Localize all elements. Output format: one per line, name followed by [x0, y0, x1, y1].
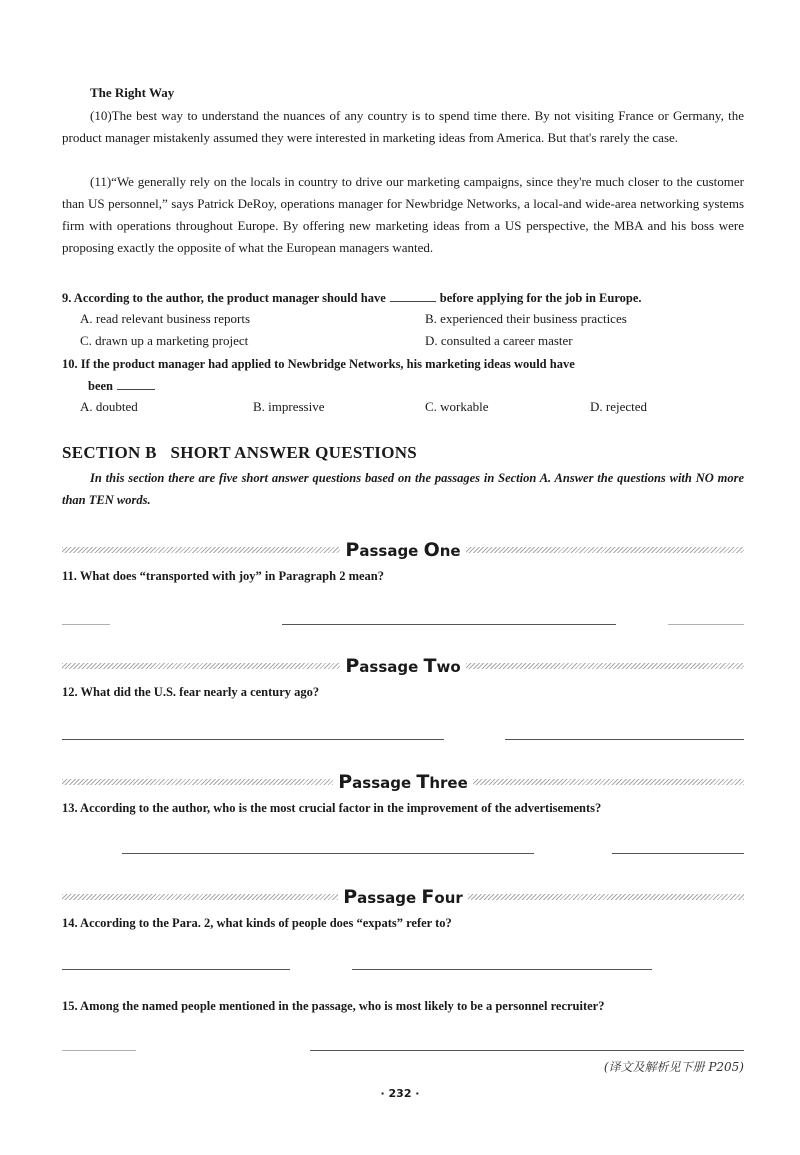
answer-line-15b — [310, 1050, 744, 1051]
paragraph-10: (10)The best way to understand the nuances of any country is to spend time there. By not visiting France or Germany, the product manager mistakenly assumed they were interested in marketing ideas from America. But that's rarely the case. — [62, 108, 744, 145]
question-9-blank — [390, 291, 436, 302]
question-10 — [62, 353, 744, 397]
answer-line-14b — [352, 969, 652, 970]
section-b-title: SECTION B SHORT ANSWER QUESTIONS — [62, 443, 418, 462]
question-9-stem-start: 9. According to the author, the product manager should have — [62, 291, 386, 305]
option-9d: D. consulted a career master — [425, 333, 573, 348]
question-10-stem-end: been — [88, 379, 113, 393]
answer-line-11a — [62, 624, 110, 625]
passage-four-label: Passage Four — [343, 886, 463, 908]
option-10b: B. impressive — [253, 399, 325, 414]
passage-two-banner — [62, 655, 744, 677]
answer-line-13a — [122, 853, 534, 854]
page-number: · 232 · — [380, 1087, 420, 1100]
question-11: 11. What does “transported with joy” in Paragraph 2 mean? — [62, 569, 385, 583]
option-9b: B. experienced their business practices — [425, 311, 627, 326]
passage-three-label: Passage Three — [338, 771, 468, 793]
question-13: 13. According to the author, who is the most crucial factor in the improvement of the advertisements? — [62, 801, 602, 815]
option-10c: C. workable — [425, 399, 489, 414]
hatch-decoration-right — [473, 779, 744, 785]
hatch-decoration-left — [62, 779, 333, 785]
passage-one-banner — [62, 539, 744, 561]
question-12: 12. What did the U.S. fear nearly a century ago? — [62, 685, 320, 699]
question-15: 15. Among the named people mentioned in the passage, who is most likely to be a personnel recruiter? — [62, 999, 605, 1013]
translation-reference-note: (译文及解析见下册 P205) — [603, 1060, 744, 1074]
question-10-blank — [117, 379, 155, 390]
question-10-stem-start: 10. If the product manager had applied to Newbridge Networks, his marketing ideas would have — [62, 357, 575, 371]
passage-three-banner — [62, 771, 744, 793]
option-10a: A. doubted — [80, 399, 138, 414]
hatch-decoration-right — [468, 894, 744, 900]
passage-one-label: Passage One — [345, 539, 461, 561]
answer-line-14a — [62, 969, 290, 970]
hatch-decoration-left — [62, 894, 338, 900]
answer-line-11c — [668, 624, 744, 625]
option-10d: D. rejected — [590, 399, 648, 414]
paragraph-11: (11)“We generally rely on the locals in country to drive our marketing campaigns, since they're much closer to the customer than US personnel,” says Patrick DeRoy, operations manager for Newbridge Networks, a local-and wide-area networking systems firm with operations throughout Europe. By offering new marketing ideas from a US perspective, the MBA and his boss were proposing exactly the opposite of what the European managers wanted. — [62, 174, 744, 255]
answer-line-12b — [505, 739, 744, 740]
question-9 — [62, 287, 744, 309]
option-9a: A. read relevant business reports — [80, 311, 251, 326]
answer-line-12a — [62, 739, 444, 740]
passage-four-banner — [62, 886, 744, 908]
hatch-decoration-left — [62, 663, 340, 669]
section-heading-right-way: The Right Way — [90, 85, 175, 100]
question-9-stem-end: before applying for the job in Europe. — [439, 291, 642, 305]
answer-line-13b — [612, 853, 744, 854]
answer-line-11b — [282, 624, 616, 625]
answer-line-15a — [62, 1050, 136, 1051]
hatch-decoration-right — [466, 547, 744, 553]
section-b-instructions: In this section there are five short answer questions based on the passages in Section A. Answer the questions with NO more than TEN words. — [62, 471, 744, 507]
hatch-decoration-left — [62, 547, 340, 553]
passage-two-label: Passage Two — [345, 655, 461, 677]
hatch-decoration-right — [466, 663, 744, 669]
question-14: 14. According to the Para. 2, what kinds of people does “expats” refer to? — [62, 916, 452, 930]
option-9c: C. drawn up a marketing project — [80, 333, 249, 348]
